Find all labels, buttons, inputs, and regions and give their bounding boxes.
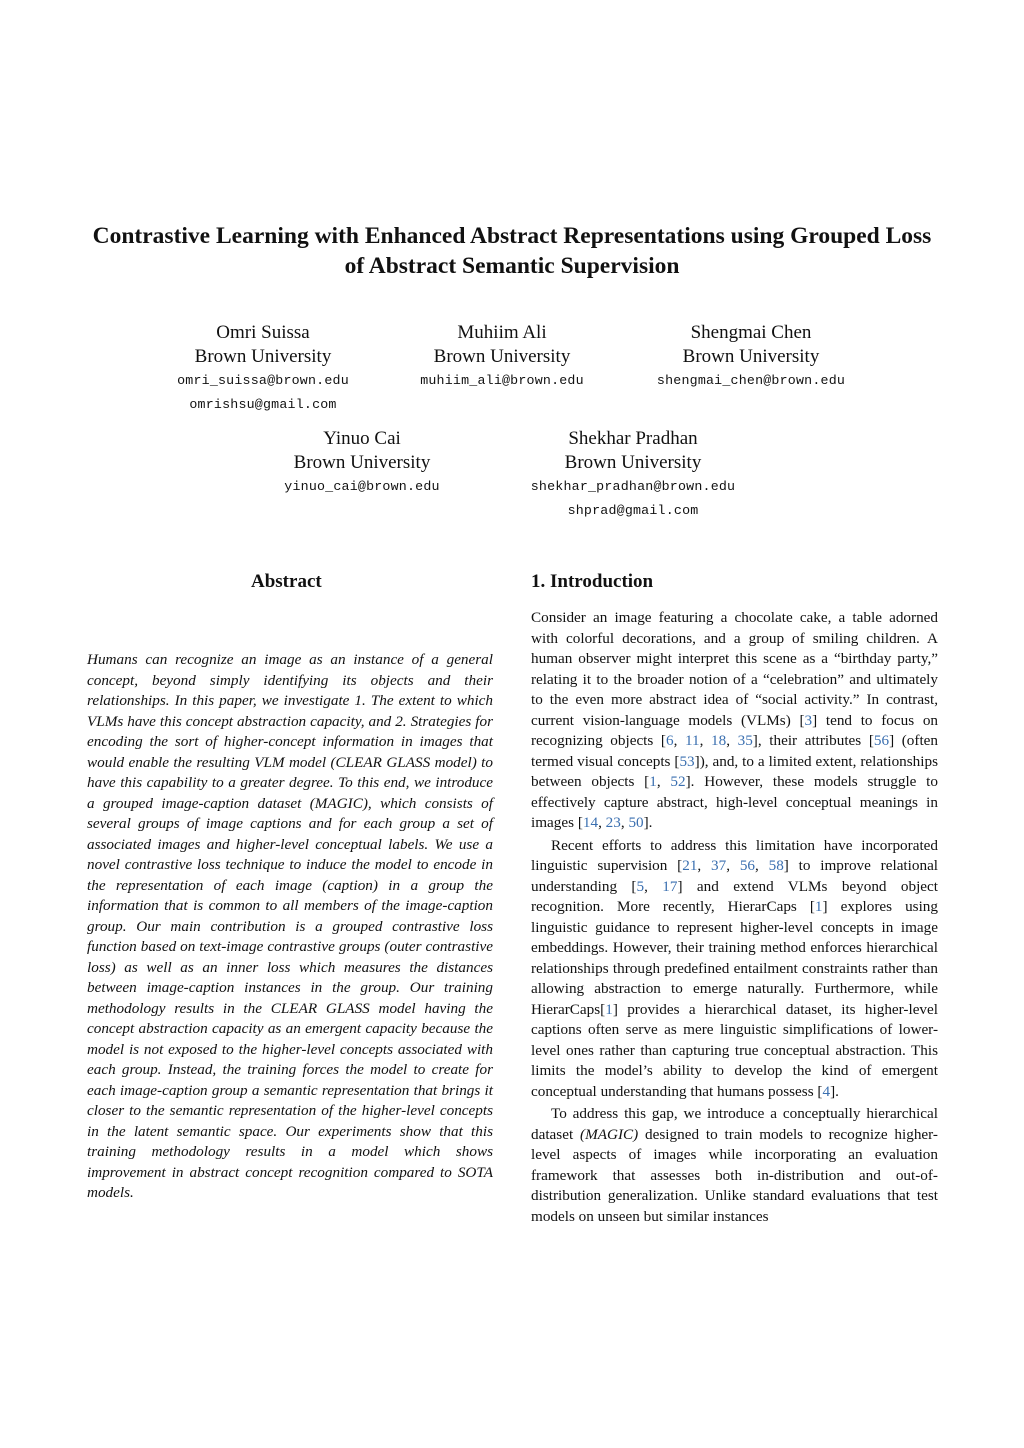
text-span: , — [656, 773, 671, 790]
text-span: ], their attributes [ — [752, 732, 874, 749]
author-block — [631, 321, 871, 393]
dataset-name: (MAGIC) — [580, 1125, 639, 1143]
text-span: ] tend to focus on recognizing objects [ — [531, 711, 939, 749]
author-affiliation: Brown University — [293, 452, 431, 473]
text-span: , — [598, 814, 606, 831]
author-name: Omri Suissa — [216, 322, 310, 343]
citation-link[interactable]: 56 — [739, 857, 755, 874]
text-span: , — [644, 877, 663, 895]
author-affiliation: Brown University — [682, 346, 820, 367]
text-span: To address this gap, we introduce a conceptually hierarchical dataset — [531, 1105, 938, 1143]
citation-link[interactable]: 23 — [605, 814, 621, 831]
author-block — [262, 427, 462, 499]
text-span: , — [620, 814, 629, 831]
text-span: ] explores using linguistic guidance to represent higher-level concepts in image embeddings. However, their training method enforces hierarchical relationships through predefined entailment constraints rather than allowing abstraction to emerge naturally. Furthermore, while HierarCaps[ — [531, 898, 938, 1018]
citation-link[interactable]: 35 — [737, 732, 753, 749]
paragraph — [531, 608, 938, 834]
citation-link[interactable]: 53 — [679, 752, 695, 770]
text-span: ] and extend VLMs beyond object recognition. More recently, HierarCaps [ — [531, 877, 939, 915]
text-span: ]. — [830, 1082, 839, 1100]
author-name: Muhiim Ali — [457, 322, 547, 343]
author-affiliation: Brown University — [433, 346, 571, 367]
citation-link[interactable]: 1 — [814, 898, 823, 915]
paper-title: Contrastive Learning with Enhanced Abstract Representations using Grouped Loss of Abstract Semantic Supervision — [92, 223, 932, 279]
text-span: , — [755, 857, 769, 874]
citation-link[interactable]: 6 — [665, 732, 674, 749]
citation-link[interactable]: 56 — [873, 732, 890, 749]
author-email[interactable]: shekhar_pradhan@brown.edu — [530, 479, 736, 494]
text-span: , — [673, 732, 685, 749]
author-name: Yinuo Cai — [323, 428, 401, 449]
text-span: ] to improve relational understanding [ — [531, 857, 939, 895]
author-name: Shekhar Pradhan — [568, 428, 698, 449]
author-email[interactable]: omri_suissa@brown.edu — [177, 373, 349, 388]
citation-link[interactable]: 50 — [628, 814, 644, 831]
text-span: ] provides a hierarchical dataset, its higher-level captions often serve as mere linguistic simplifications of lower-level ones rather than capturing true conceptual abstraction. This limits the model’s ability to develop the kind of emergent conceptual understanding that humans possess [ — [531, 1000, 938, 1100]
introduction-heading: 1. Introduction — [531, 571, 654, 592]
paragraph — [531, 1104, 938, 1227]
text-span: Consider an image featuring a chocolate cake, a table adorned with colorful decorations, and a group of smiling children. A human observer might interpret this scene as a “birthday party,” relating it to the broader notion of a “celebration” and ultimately to the even more abstract idea of “social activity.” In contrast, current vision-language models (VLMs) [ — [531, 609, 938, 729]
citation-link[interactable]: 1 — [649, 773, 657, 790]
text-span: , — [726, 732, 738, 749]
author-block — [513, 427, 753, 523]
citation-link[interactable]: 1 — [605, 1000, 613, 1018]
citation-link[interactable]: 3 — [804, 711, 813, 729]
text-span: designed to train models to recognize higher-level aspects of images while incorporating an evaluation framework that assesses both in-distribution and out-of-distribution generalization. Unlike standard evaluations that test models on unseen but similar instances — [531, 1125, 938, 1225]
text-span: , — [697, 857, 712, 874]
text-span: ]. However, these models struggle to effectively capture abstract, high-level conceptual meanings in images [ — [531, 773, 938, 831]
text-span: ] (often termed visual concepts [ — [531, 732, 939, 770]
citation-link[interactable]: 18 — [711, 732, 727, 749]
author-affiliation: Brown University — [194, 346, 332, 367]
citation-link[interactable]: 21 — [682, 857, 698, 874]
author-email[interactable]: shprad@gmail.com — [567, 503, 699, 518]
citation-link[interactable]: 14 — [582, 814, 599, 831]
text-span: ]), and, to a limited extent, relationships between objects [ — [531, 752, 938, 790]
citation-link[interactable]: 4 — [822, 1082, 831, 1100]
author-name: Shengmai Chen — [690, 322, 812, 343]
author-email[interactable]: yinuo_cai@brown.edu — [284, 479, 440, 494]
citation-link[interactable]: 58 — [768, 857, 784, 874]
author-affiliation: Brown University — [564, 452, 702, 473]
citation-link[interactable]: 37 — [711, 857, 727, 874]
text-span: , — [726, 857, 740, 874]
author-email[interactable]: omrishsu@gmail.com — [189, 397, 337, 412]
author-email[interactable]: shengmai_chen@brown.edu — [656, 373, 846, 388]
author-email[interactable]: muhiim_ali@brown.edu — [420, 373, 584, 388]
author-block — [163, 321, 363, 417]
author-block — [402, 321, 602, 393]
citation-link[interactable]: 11 — [684, 732, 700, 749]
citation-link[interactable]: 17 — [662, 877, 678, 895]
text-span: Recent efforts to address this limitation have incorporated linguistic supervision [ — [531, 836, 938, 874]
introduction-body — [531, 608, 938, 1229]
text-span: , — [699, 732, 712, 749]
text-span: ]. — [643, 814, 653, 831]
abstract-text: Humans can recognize an image as an instance of a general concept, beyond simply identifying its objects and their relationships. In this paper, we investigate 1. The extent to which VLMs have this concept abstraction capacity, and 2. Strategies for encoding the sort of higher-concept information in images that would enable the resulting VLM model (CLEAR GLASS model) to have this capability to a greater degree. To this end, we introduce a grouped image-caption dataset (MAGIC), which consists of several groups of image captions and for each group a set of associated images and higher-level conceptual labels. We use a novel contrastive loss technique to induce the model to encode in the representation of each image (caption) in a group the information that is common to all members of the image-caption group. Our main contribution is a grouped contrastive loss function based on text-image contrastive groups (outer contrastive loss) as well as an inner loss which measures the distances between image-caption instances in the group. Our training methodology results in the CLEAR GLASS model having the concept abstraction capacity as an emergent capacity because the model is not exposed to the higher-level concepts associated with each group. Instead, the training forces the model to create for each image-caption group a semantic representation that brings it closer to the semantic representation of the higher-level concepts in the latent semantic space. Our experiments show that this training methodology results in a model which shows improvement in abstract concept recognition compared to SOTA models. — [87, 651, 493, 1201]
abstract-heading: Abstract — [251, 571, 322, 592]
citation-link[interactable]: 5 — [636, 877, 645, 895]
citation-link[interactable]: 52 — [670, 773, 686, 790]
paragraph — [531, 836, 938, 1103]
